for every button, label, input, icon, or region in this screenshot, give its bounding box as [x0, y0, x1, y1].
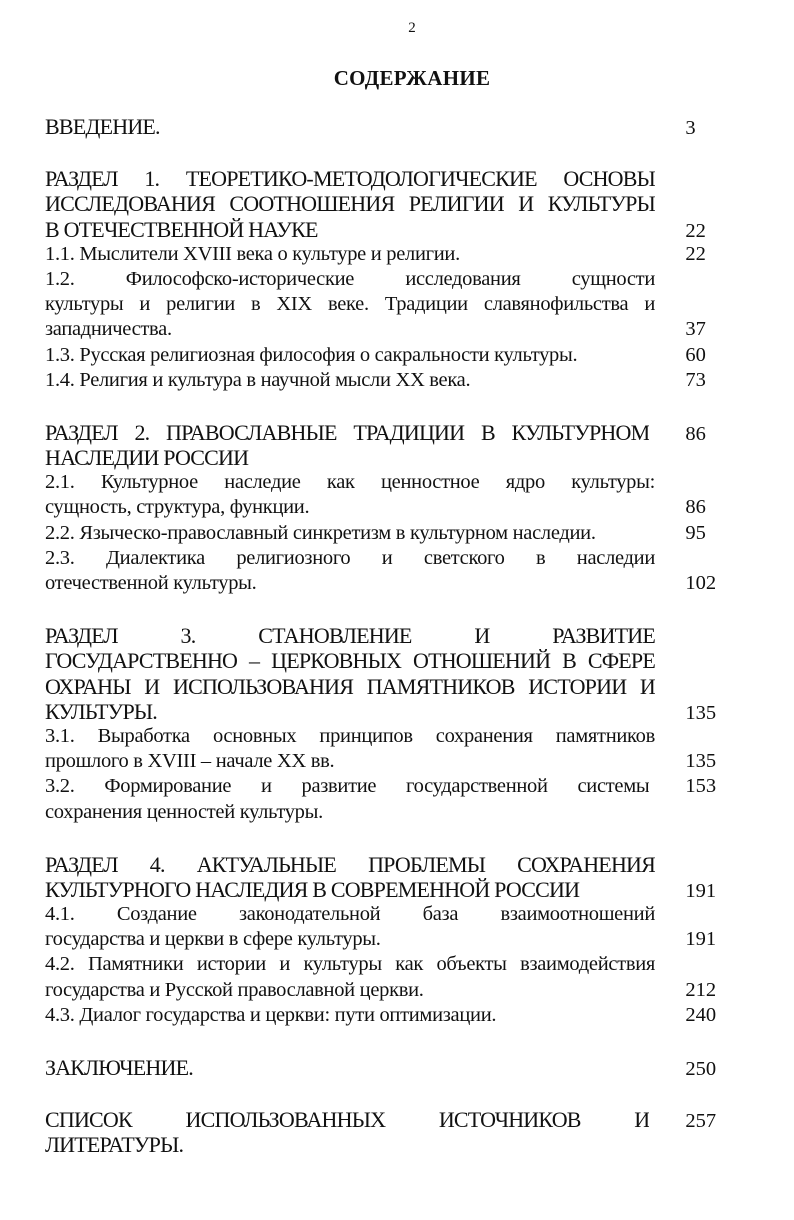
toc-line [45, 166, 725, 191]
toc-subsection [45, 546, 725, 596]
toc-line [45, 877, 725, 902]
toc-entry-text: РАЗДЕЛ 4. АКТУАЛЬНЫЕ ПРОБЛЕМЫ СОХРАНЕНИЯ [45, 851, 655, 877]
toc-line [45, 546, 725, 571]
toc-line [45, 927, 725, 952]
toc-line [45, 420, 725, 445]
toc-line [45, 1003, 725, 1028]
toc-line [45, 470, 725, 495]
toc-page-number: 86 [685, 496, 706, 519]
toc-section [45, 1107, 725, 1157]
toc-subsection [45, 902, 725, 952]
toc-line [45, 623, 725, 648]
toc-page-number: 191 [685, 928, 717, 951]
toc-entry-text: РАЗДЕЛ 3. СТАНОВЛЕНИЕ И РАЗВИТИЕ [45, 623, 655, 649]
toc-entry-text: отечественной культуры. [45, 572, 257, 594]
toc-line [45, 217, 725, 242]
toc-entry-text: РАЗДЕЛ 1. ТЕОРЕТИКО-МЕТОДОЛОГИЧЕСКИЕ ОСНОВЫ [45, 166, 655, 192]
toc-entry-text: КУЛЬТУРНОГО НАСЛЕДИЯ В СОВРЕМЕННОЙ РОССИИ [45, 876, 580, 902]
toc-page-number: 86 [685, 422, 706, 445]
toc-entry-text: 4.3. Диалог государства и церкви: пути оптимизации. [45, 1003, 497, 1026]
toc-subsection [45, 952, 725, 1002]
toc-entry-text: КУЛЬТУРЫ. [45, 698, 157, 724]
toc-line [45, 343, 725, 368]
toc-section [45, 166, 725, 242]
toc-line [45, 495, 725, 520]
toc-entry-text: 2.1. Культурное наследие как ценностное ядро культуры: [45, 471, 655, 494]
toc-entry-text: государства и церкви в сфере культуры. [45, 928, 381, 951]
toc-entry-text: западничества. [45, 318, 172, 341]
toc-subsection [45, 343, 725, 368]
toc-entry-text: СПИСОК ИСПОЛЬЗОВАННЫХ ИСТОЧНИКОВ И [45, 1107, 650, 1133]
toc-entry-text: РАЗДЕЛ 2. ПРАВОСЛАВНЫЕ ТРАДИЦИИ В КУЛЬТУРНОМ [45, 419, 650, 445]
table-of-contents [45, 114, 725, 1158]
toc-entry-text: ВВЕДЕНИЕ. [45, 114, 160, 139]
toc-entry-text: 2.3. Диалектика религиозного и светского в наследии [45, 546, 655, 569]
toc-line [45, 521, 725, 546]
toc-line [45, 242, 725, 267]
toc-line [45, 902, 725, 927]
toc-entry-text: государства и Русской православной церкви. [45, 978, 424, 1001]
toc-subsection [45, 267, 725, 343]
toc-entry-text: 1.4. Религия и культура в научной мысли XX века. [45, 368, 471, 391]
toc-page-number: 257 [685, 1110, 717, 1133]
toc-entry-text: культуры и религии в XIX веке. Традиции славянофильства и [45, 293, 655, 316]
toc-page-number: 135 [685, 701, 717, 724]
toc-page-number: 250 [685, 1058, 717, 1080]
toc-page-number: 102 [685, 572, 717, 594]
page-title: СОДЕРЖАНИЕ [333, 66, 491, 90]
toc-page-number: 212 [685, 978, 717, 1001]
toc-subsection [45, 470, 725, 520]
toc-entry-text: 1.2. Философско-исторические исследования сущности [45, 267, 655, 290]
toc-subsection [45, 774, 725, 824]
toc-entry-text: НАСЛЕДИИ РОССИИ [45, 445, 249, 471]
toc-entry-text: 4.2. Памятники истории и культуры как объекты взаимодействия [45, 953, 655, 976]
toc-line [45, 191, 725, 216]
toc-line [45, 292, 725, 317]
toc-entry-text: ОХРАНЫ И ИСПОЛЬЗОВАНИЯ ПАМЯТНИКОВ ИСТОРИИ И [45, 673, 655, 699]
toc-page-number: 22 [685, 242, 706, 265]
toc-section [45, 1055, 725, 1080]
toc-entry-text: сохранения ценностей культуры. [45, 800, 323, 823]
toc-subsection [45, 242, 725, 267]
toc-section [45, 114, 725, 139]
toc-entry-text: 4.1. Создание законодательной база взаимоотношений [45, 903, 655, 926]
toc-entry-text: прошлого в XVIII – начале XX вв. [45, 750, 335, 773]
toc-line [45, 774, 725, 799]
toc-line [45, 852, 725, 877]
toc-page-number: 95 [685, 521, 706, 544]
toc-line [45, 368, 725, 393]
toc-entry-text: ЗАКЛЮЧЕНИЕ. [45, 1055, 193, 1080]
toc-line [45, 317, 725, 342]
toc-entry-text: 3.1. Выработка основных принципов сохранения памятников [45, 724, 655, 747]
toc-section [45, 623, 725, 724]
toc-line [45, 1132, 725, 1157]
toc-entry-text: ГОСУДАРСТВЕННО – ЦЕРКОВНЫХ ОТНОШЕНИЙ В СФЕРЕ [45, 648, 655, 674]
toc-line [45, 445, 725, 470]
toc-subsection [45, 1003, 725, 1028]
toc-line [45, 1107, 725, 1132]
toc-page-number: 3 [685, 117, 696, 139]
toc-entry-text: 3.2. Формирование и развитие государственной системы [45, 775, 650, 798]
toc-line [45, 674, 725, 699]
toc-page-number: 135 [685, 750, 717, 773]
toc-line [45, 648, 725, 673]
toc-subsection [45, 724, 725, 774]
toc-line [45, 800, 725, 825]
toc-line [45, 114, 725, 139]
toc-page-number: 73 [685, 368, 706, 391]
page-number: 2 [408, 20, 416, 36]
toc-line [45, 1055, 725, 1080]
toc-entry-text: 2.2. Языческо-православный синкретизм в культурном наследии. [45, 521, 596, 544]
toc-section [45, 420, 725, 470]
toc-page-number: 240 [685, 1003, 717, 1026]
toc-subsection [45, 521, 725, 546]
toc-line [45, 699, 725, 724]
toc-page-number: 60 [685, 343, 706, 366]
toc-entry-text: В ОТЕЧЕСТВЕННОЙ НАУКЕ [45, 216, 318, 242]
toc-subsection [45, 368, 725, 393]
toc-page-number: 37 [685, 318, 706, 341]
toc-section [45, 852, 725, 902]
toc-entry-text: 1.3. Русская религиозная философия о сакральности культуры. [45, 343, 578, 366]
toc-line [45, 724, 725, 749]
toc-entry-text: сущность, структура, функции. [45, 496, 310, 519]
toc-entry-text: ИССЛЕДОВАНИЯ СООТНОШЕНИЯ РЕЛИГИИ И КУЛЬТУРЫ [45, 191, 655, 217]
toc-line [45, 952, 725, 977]
toc-line [45, 978, 725, 1003]
toc-entry-text: ЛИТЕРАТУРЫ. [45, 1132, 184, 1158]
toc-page-number: 191 [685, 879, 717, 902]
toc-page-number: 22 [685, 219, 706, 242]
toc-line [45, 267, 725, 292]
toc-entry-text: 1.1. Мыслители XVIII века о культуре и религии. [45, 242, 460, 265]
toc-line [45, 749, 725, 774]
toc-page-number: 153 [685, 775, 717, 798]
toc-line [45, 571, 725, 596]
